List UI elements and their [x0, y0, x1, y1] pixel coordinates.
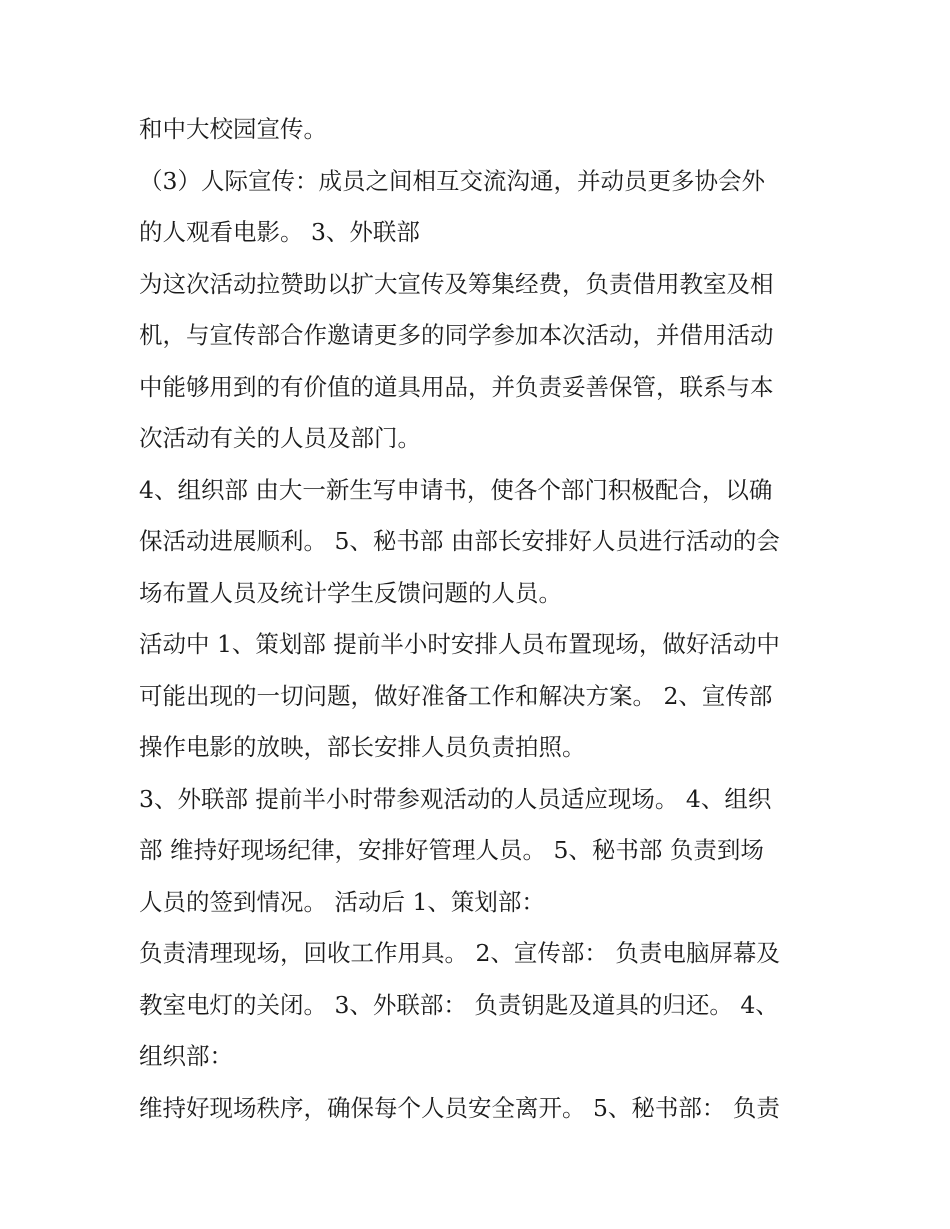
text-line-5: 机，与宣传部合作邀请更多的同学参加本次活动，并借用活动: [139, 321, 774, 349]
text-line-13: 操作电影的放映，部长安排人员负责拍照。: [139, 733, 586, 761]
text-line-11: 活动中 1、策划部 提前半小时安排人员布置现场，做好活动中: [139, 630, 780, 658]
text-line-10: 场布置人员及统计学生反馈问题的人员。: [139, 578, 562, 607]
body-text: [139, 108, 819, 1138]
text-line-6: 中能够用到的有价值的道具用品，并负责妥善保管，联系与本: [139, 372, 774, 401]
text-line-9: 保活动进展顺利。 5、秘书部 由部长安排好人员进行活动的会: [139, 527, 780, 555]
text-line-12: 可能出现的一切问题，做好准备工作和解决方案。 2、宣传部: [139, 681, 773, 710]
text-line-17: 负责清理现场，回收工作用具。 2、宣传部： 负责电脑屏幕及: [139, 939, 780, 967]
text-line-20: 维持好现场秩序，确保每个人员安全离开。 5、秘书部： 负责: [139, 1093, 780, 1122]
text-line-1: 和中大校园宣传。: [139, 115, 327, 143]
text-line-15: 部 维持好现场纪律，安排好管理人员。 5、秘书部 负责到场: [139, 836, 764, 864]
text-line-2: （3）人际宣传：成员之间相互交流沟通，并动员更多协会外: [139, 166, 765, 195]
text-line-16: 人员的签到情况。 活动后 1、策划部：: [139, 887, 545, 916]
text-line-3: 的人观看电影。 3、外联部: [139, 218, 420, 246]
text-line-7: 次活动有关的人员及部门。: [139, 424, 421, 452]
text-line-19: 组织部：: [139, 1042, 233, 1070]
text-line-4: 为这次活动拉赞助以扩大宣传及筹集经费，负责借用教室及相: [139, 269, 774, 298]
text-line-8: 4、组织部 由大一新生写申请书，使各个部门积极配合，以确: [139, 475, 773, 504]
text-line-18: 教室电灯的关闭。 3、外联部： 负责钥匙及道具的归还。 4、: [139, 990, 779, 1019]
text-line-14: 3、外联部 提前半小时带参观活动的人员适应现场。 4、组织: [139, 784, 772, 813]
